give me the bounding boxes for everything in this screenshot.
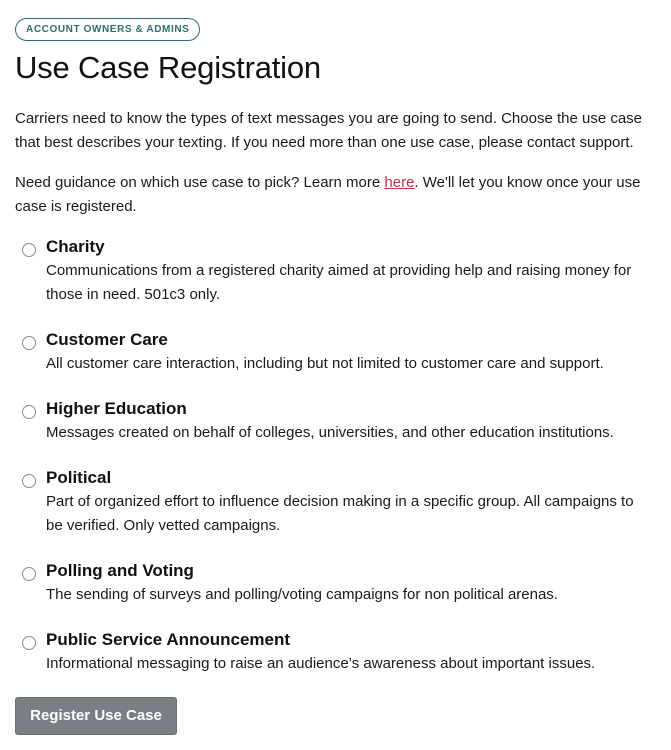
page-title: Use Case Registration bbox=[15, 50, 321, 85]
guidance-text bbox=[15, 171, 645, 219]
radio-charity[interactable] bbox=[22, 243, 36, 257]
radio-political[interactable] bbox=[22, 474, 36, 488]
intro-text: Carriers need to know the types of text messages you are going to send. Choose the use case that best describes your texting. If you need more than one use case, please contact support. bbox=[15, 110, 643, 151]
option-description: Messages created on behalf of colleges, universities, and other education institutions. bbox=[46, 424, 614, 441]
register-use-case-button[interactable]: Register Use Case bbox=[15, 697, 177, 735]
option-description: Communications from a registered charity aimed at providing help and raising money for those in need. 501c3 only. bbox=[46, 262, 632, 303]
option-label[interactable]: Public Service Announcement bbox=[46, 630, 291, 649]
option-label[interactable]: Polling and Voting bbox=[46, 561, 194, 580]
option-label[interactable]: Charity bbox=[46, 237, 105, 256]
learn-more-link[interactable]: here bbox=[384, 174, 415, 191]
option-label[interactable]: Political bbox=[46, 468, 112, 487]
radio-customer-care[interactable] bbox=[22, 336, 36, 350]
option-description: Part of organized effort to influence decision making in a specific group. All campaigns to be verified. Only vetted campaigns. bbox=[46, 493, 634, 534]
option-description: The sending of surveys and polling/voting campaigns for non political arenas. bbox=[46, 586, 558, 603]
option-description: All customer care interaction, including but not limited to customer care and support. bbox=[46, 355, 604, 372]
option-label[interactable]: Higher Education bbox=[46, 399, 187, 418]
option-description: Informational messaging to raise an audience’s awareness about important issues. bbox=[46, 655, 596, 672]
guidance-after: . We'll let you know once your use case is registered. bbox=[15, 174, 641, 215]
radio-public-service-announcement[interactable] bbox=[22, 636, 36, 650]
option-label[interactable]: Customer Care bbox=[46, 330, 168, 349]
radio-higher-education[interactable] bbox=[22, 405, 36, 419]
radio-polling-and-voting[interactable] bbox=[22, 567, 36, 581]
guidance-before: Need guidance on which use case to pick? Learn more bbox=[15, 174, 385, 191]
role-badge: ACCOUNT OWNERS & ADMINS bbox=[15, 18, 200, 41]
